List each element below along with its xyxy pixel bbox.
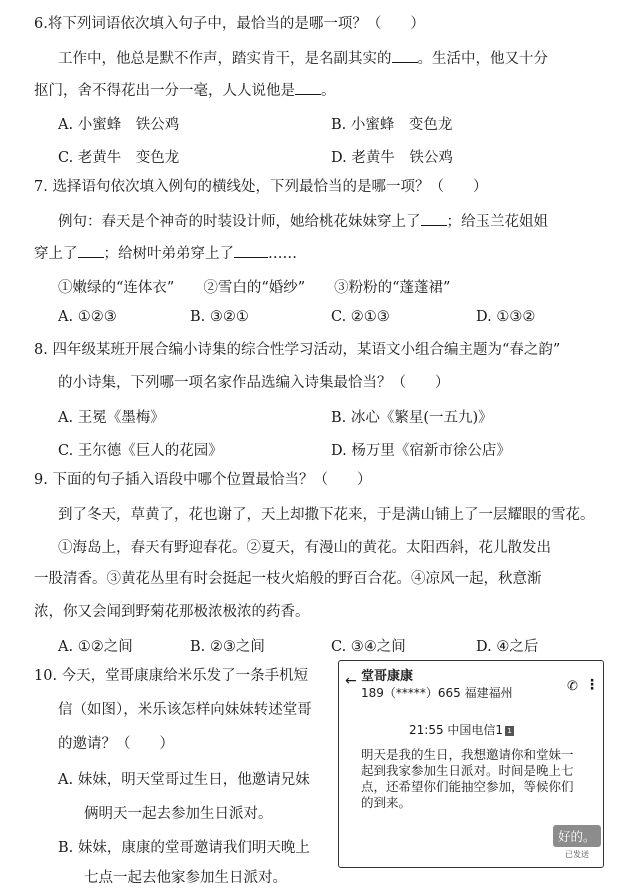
q9-para-line2: 一股清香。③黄花丛里有时会挺起一枝火焰般的野百合花。④凉风一起，秋意渐	[34, 571, 542, 587]
q9-option-c[interactable]: C. ③④之间	[331, 639, 406, 655]
q6-text-c: 抠门，舍不得花出一分一毫，人人说他是	[34, 83, 295, 99]
contact-number: 189（*****）665 福建福州	[361, 686, 513, 700]
q7-option-a[interactable]: A. ①②③	[58, 309, 117, 325]
message-body: 明天是我的生日，我想邀请你和堂妹一起到我家参加生日派对。时间是晚上七点，还希望你们能抽空参加，等候你们的到来。	[361, 747, 574, 810]
q10-option-b-line1[interactable]: B. 妹妹，康康的堂哥邀请我们明天晚上	[58, 840, 310, 856]
q9-para-line3: 浓，你又会闻到野菊花那极浓极浓的药香。	[34, 604, 310, 620]
q8-stem-line1: 8. 四年级某班开展合编小诗集的综合性学习活动，某语文小组合编主题为“春之韵”	[34, 342, 561, 358]
q7-option-b[interactable]: B. ③②①	[190, 309, 249, 325]
q10-stem-line3: 的邀请？（ ）	[58, 736, 174, 752]
q9-option-d[interactable]: D. ④之后	[476, 639, 539, 655]
q6-option-b[interactable]: B. 小蜜蜂 变色龙	[331, 117, 453, 133]
q8-option-b[interactable]: B. 冰心《繁星(一五九)》	[331, 410, 493, 426]
phone-call-icon[interactable]: ✆	[567, 679, 578, 694]
more-options-icon[interactable]: ⋮	[585, 677, 599, 693]
q6-option-a[interactable]: A. 小蜜蜂 铁公鸡	[58, 117, 180, 133]
q8-stem-line2: 的小诗集，下列哪一项名家作品选编入诗集最恰当？（ ）	[58, 375, 450, 391]
q7-ex-a: 例句：春天是个神奇的时装设计师，她给桃花妹妹穿上了	[58, 214, 421, 230]
q7-ex-e: ……	[268, 246, 297, 262]
q7-ex-b: ；给玉兰花姐姐	[446, 214, 548, 230]
timestamp-text: 21:55 中国电信1	[409, 723, 504, 737]
q6-option-c[interactable]: C. 老黄牛 变色龙	[58, 150, 180, 166]
q6-text-d: 。	[321, 83, 336, 99]
q7-ex-d: ；给树叶弟弟穿上了	[103, 246, 234, 262]
message-timestamp	[409, 721, 514, 738]
q7-option-d[interactable]: D. ①③②	[476, 309, 536, 325]
sim-card-icon: 1	[505, 726, 514, 736]
q9-option-a[interactable]: A. ①②之间	[58, 639, 133, 655]
back-arrow-icon[interactable]: ←	[345, 673, 357, 689]
q9-stem: 9. 下面的句子插入语段中哪个位置最恰当？（ ）	[34, 472, 372, 488]
q6-passage-line2	[34, 80, 336, 101]
q7-option-c[interactable]: C. ②①③	[331, 309, 390, 325]
q6-text-b: 。生活中，他又十分	[417, 51, 548, 67]
q9-option-b[interactable]: B. ②③之间	[190, 639, 265, 655]
sms-screenshot-figure	[338, 660, 604, 868]
q7-blank-1	[421, 211, 447, 226]
q7-blank-3	[234, 243, 268, 258]
q10-stem-line1: 10. 今天，堂哥康康给米乐发了一条手机短	[34, 668, 309, 684]
q6-blank-1	[392, 48, 418, 63]
q10-option-b-line2: 七点一起去他家参加生日派对。	[84, 870, 287, 886]
q7-example-line2	[34, 243, 297, 264]
q7-stem: 7. 选择语句依次填入例句的横线处，下列最恰当的是哪一项？（ ）	[34, 179, 488, 195]
q10-option-a-line1[interactable]: A. 妹妹，明天堂哥过生日，他邀请兄妹	[58, 772, 310, 788]
q6-blank-2	[295, 80, 321, 95]
q7-choices: ①嫩绿的“连体衣” ②雪白的“婚纱” ③粉粉的“蓬蓬裙”	[58, 280, 451, 296]
q7-ex-c: 穿上了	[34, 246, 78, 262]
q9-sentence: 到了冬天，草黄了，花也谢了，天上却撒下花来，于是满山铺上了一层耀眼的雪花。	[58, 507, 595, 523]
q10-stem-line2: 信（如图），米乐该怎样向妹妹转述堂哥	[58, 702, 312, 718]
contact-name: 堂哥康康	[361, 669, 414, 684]
q10-option-a-line2: 俩明天一起去参加生日派对。	[84, 806, 273, 822]
q6-option-d[interactable]: D. 老黄牛 铁公鸡	[331, 150, 453, 166]
q6-text-a: 工作中，他总是默不作声，踏实肯干，是名副其实的	[58, 51, 392, 67]
reply-bubble: 好的。	[553, 825, 601, 847]
q6-passage-line1	[58, 47, 548, 68]
sent-status: 已发送	[565, 850, 589, 859]
q7-example-line1	[58, 210, 548, 231]
q8-option-c[interactable]: C. 王尔德《巨人的花园》	[58, 443, 223, 459]
q6-stem: 6.将下列词语依次填入句子中，最恰当的是哪一项？（ ）	[34, 16, 425, 32]
q7-blank-2	[78, 243, 104, 258]
q9-para-line1: ①海岛上，春天有野迎春花。②夏天，有漫山的黄花。太阳西斜，花儿散发出	[58, 540, 551, 556]
q8-option-d[interactable]: D. 杨万里《宿新市徐公店》	[331, 443, 511, 459]
q8-option-a[interactable]: A. 王冕《墨梅》	[58, 410, 165, 426]
